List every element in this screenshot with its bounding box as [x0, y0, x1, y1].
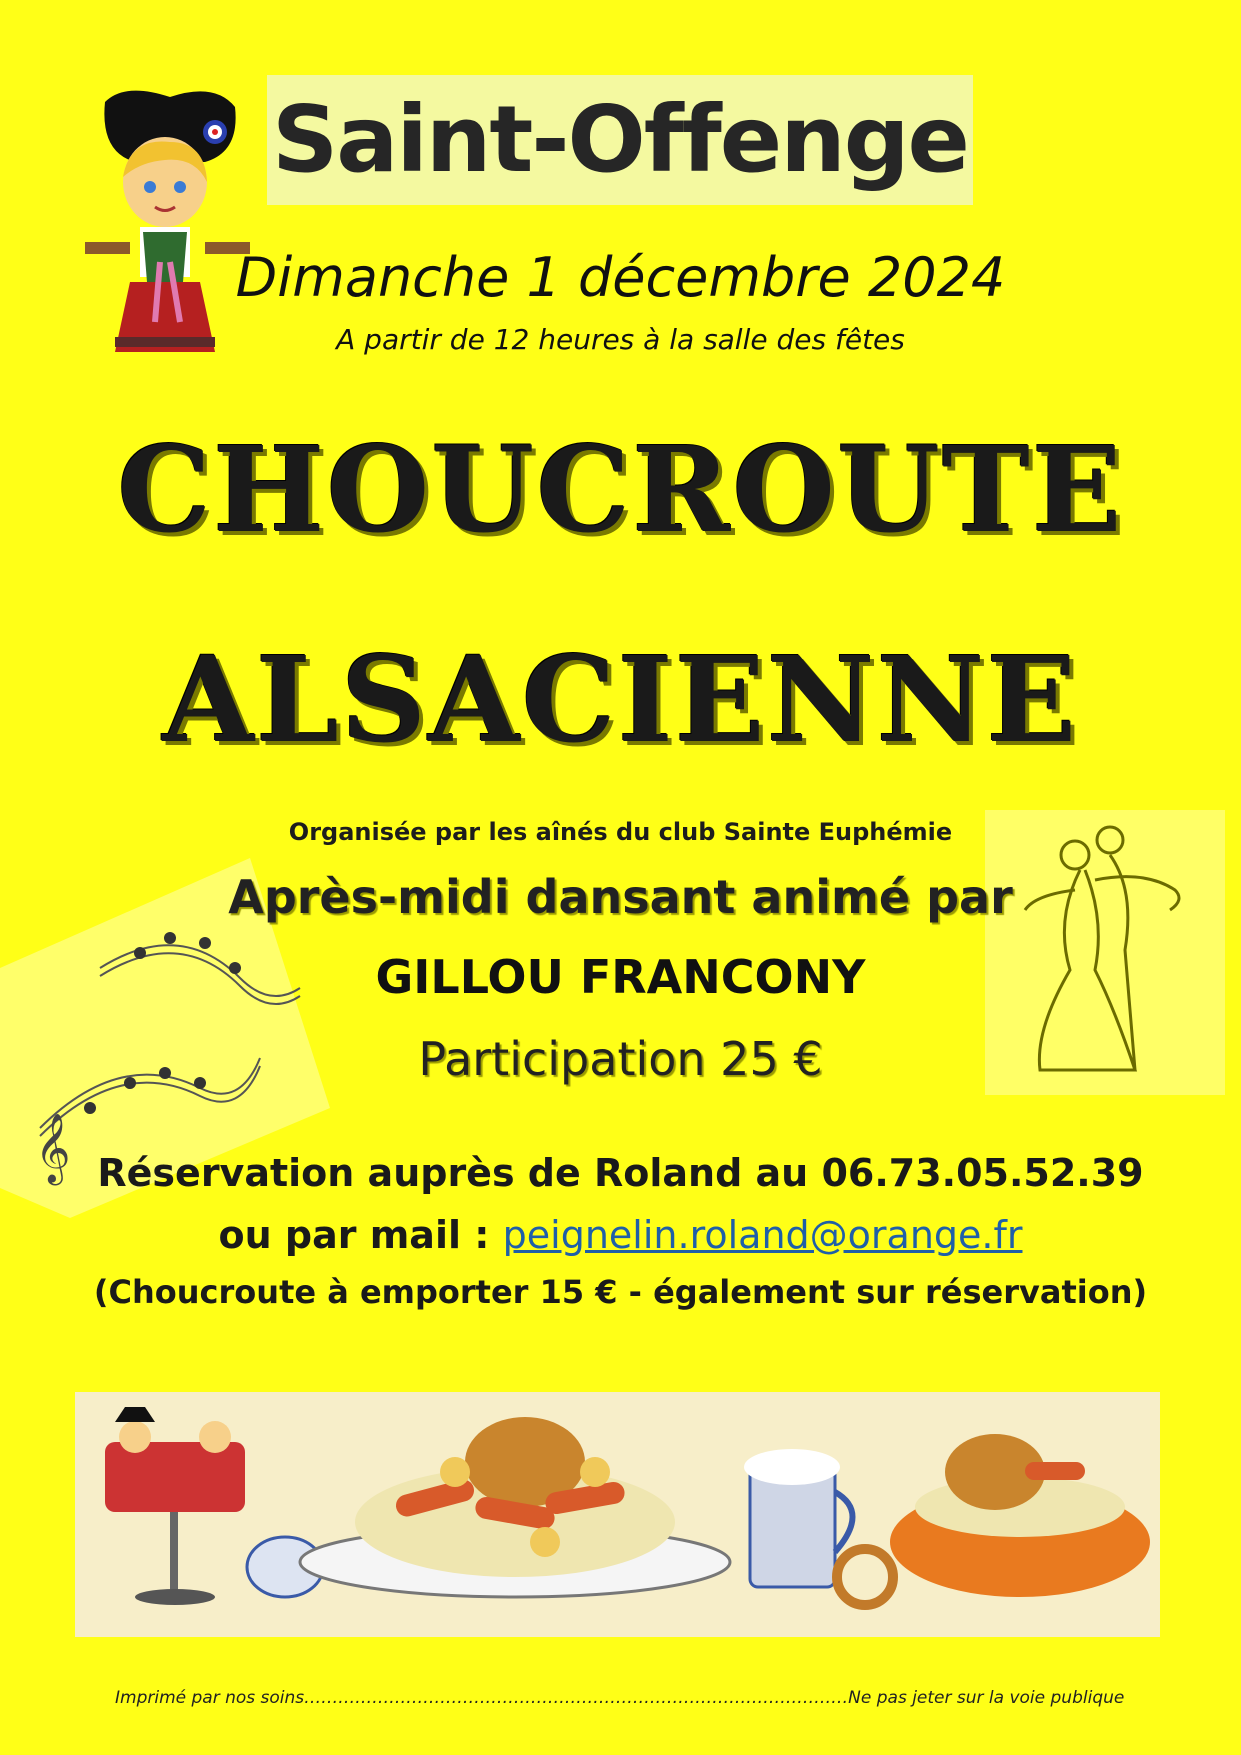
event-date: Dimanche 1 décembre 2024 — [235, 246, 1006, 309]
email-link[interactable]: peignelin.roland@orange.fr — [502, 1213, 1023, 1257]
reservation-phone: Réservation auprès de Roland au 06.73.05.52.39 — [97, 1151, 1144, 1195]
footer-note: Imprimé par nos soins……………………………………………………………………………………Ne pas jeter sur la voie publique — [115, 1688, 1125, 1708]
svg-text:𝄞: 𝄞 — [35, 1113, 71, 1183]
price-text: Participation 25 € — [418, 1032, 823, 1086]
mail-prefix: ou par mail : — [218, 1213, 503, 1257]
organiser-text: Organisée par les aînés du club Sainte Euphémie — [288, 818, 953, 846]
artist-name: GILLOU FRANCONY — [375, 950, 866, 1004]
reservation-mail-line — [0, 1210, 1241, 1260]
logo-text: Saint-Offenge — [272, 86, 968, 193]
title-line-1: CHOUCROUTE — [117, 420, 1124, 559]
entertainment-intro: Après-midi dansant animé par — [228, 870, 1013, 924]
choucroute-feast-illustration — [75, 1392, 1160, 1637]
takeaway-note: (Choucroute à emporter 15 € - également sur réservation) — [93, 1273, 1148, 1311]
logo-banner — [267, 75, 973, 205]
event-time: A partir de 12 heures à la salle des fêtes — [336, 323, 905, 356]
title-line-2: ALSACIENNE — [162, 630, 1079, 769]
